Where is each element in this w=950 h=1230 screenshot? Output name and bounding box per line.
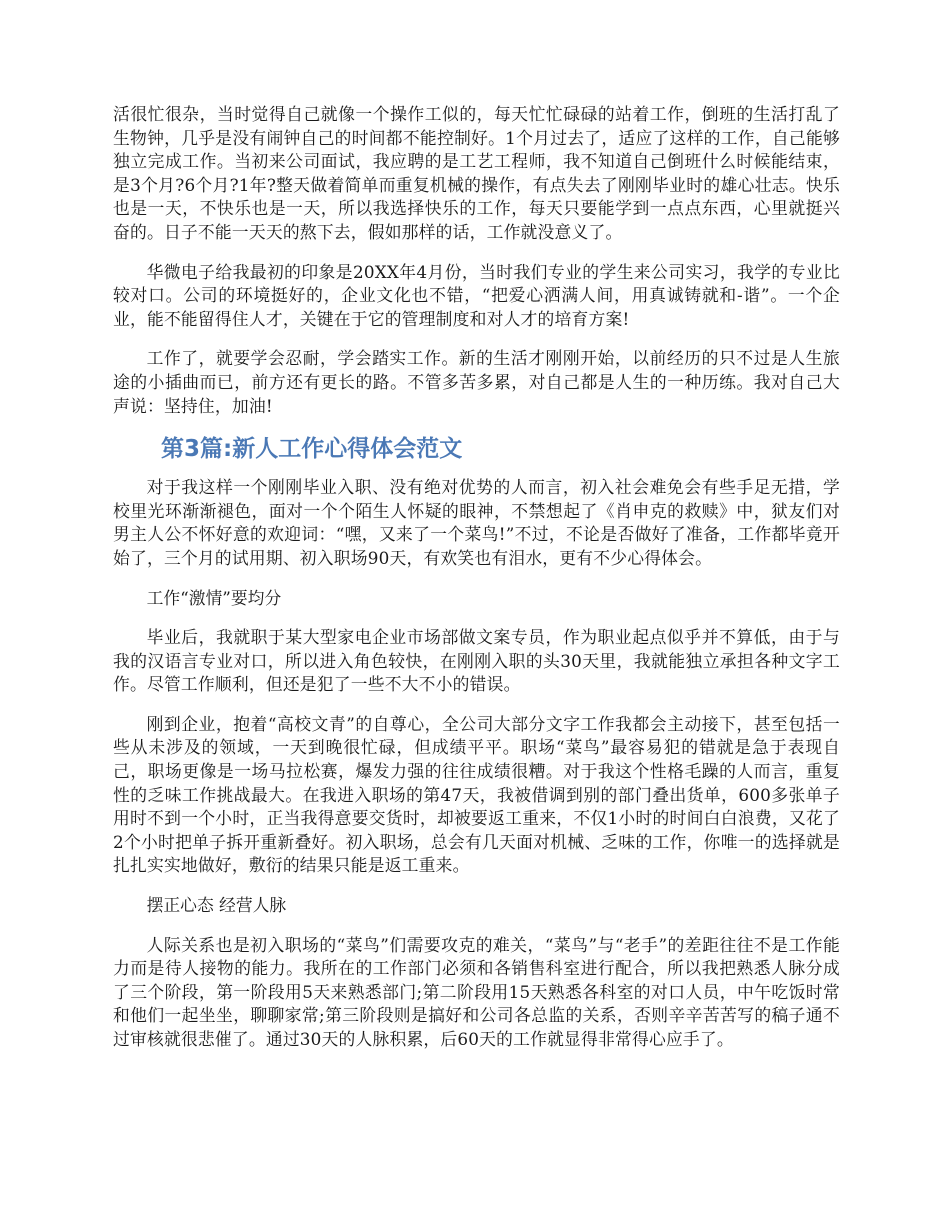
subheading: 工作“激情”要均分 <box>146 587 282 608</box>
paragraph: 对于我这样一个刚刚毕业入职、没有绝对优势的人而言，初入社会难免会有些手足无措，学校里光环渐渐褪色，面对一个个陌生人怀疑的眼神，不禁想起了《肖申克的救赎》中，狱友们对男主人公不怀好意的欢迎词：“嘿，又来了一个菜鸟!”不过，不论是否做好了准备，工作都毕竟开始了，三个月的试用期、初入职场90天，有欢笑也有泪水，更有不少心得体会。 <box>113 477 840 568</box>
subheading: 摆正心态 经营人脉 <box>146 895 287 916</box>
paragraph: 刚到企业，抱着“高校文青”的自尊心，全公司大部分文字工作我都会主动接下，甚至包括一些从未涉及的领域，一天到晚很忙碌，但成绩平平。职场“菜鸟”最容易犯的错就是急于表现自己，职场更像是一场马拉松赛，爆发力强的往往成绩很糟。对于我这个性格毛躁的人而言，重复性的乏味工作挑战最大。在我进入职场的第47天，我被借调到别的部门叠出货单，600多张单子用时不到一个小时，正当我得意要交货时，却被要返工重来，不仅1小时的时间白白浪费，又花了2个小时把单子拆开重新叠好。初入职场，总会有几天面对机械、乏味的工作，你唯一的选择就是扎扎实实地做好，敷衍的结果只能是返工重来。 <box>113 713 840 876</box>
section-heading: 第3篇:新人工作心得体会范文 <box>161 436 463 463</box>
paragraph: 人际关系也是初入职场的“菜鸟”们需要攻克的难关，“菜鸟”与“老手”的差距往往不是工作能力而是待人接物的能力。我所在的工作部门必须和各销售科室进行配合，所以我把熟悉人脉分成了三个阶段，第一阶段用5天来熟悉部门;第二阶段用15天熟悉各科室的对口人员，中午吃饭时常和他们一起坐坐，聊聊家常;第三阶段则是搞好和公司各总监的关系，否则辛辛苦苦写的稿子通不过审核就很悲催了。通过30天的人脉积累，后60天的工作就显得非常得心应手了。 <box>113 934 840 1049</box>
paragraph: 活很忙很杂，当时觉得自己就像一个操作工似的，每天忙忙碌碌的站着工作，倒班的生活打乱了生物钟，几乎是没有闹钟自己的时间都不能控制好。1个月过去了，适应了这样的工作，自己能够独立完成工作。当初来公司面试，我应聘的是工艺工程师，我不知道自己倒班什么时候能结束，是3个月?6个月?1年?整天做着简单而重复机械的操作，有点失去了刚刚毕业时的雄心壮志。快乐也是一天，不快乐也是一天，所以我选择快乐的工作，每天只要能学到一点点东西，心里就挺兴奋的。日子不能一天天的熬下去，假如那样的话，工作就没意义了。 <box>113 104 840 242</box>
paragraph: 华微电子给我最初的印象是20XX年4月份，当时我们专业的学生来公司实习，我学的专业比较对口。公司的环境挺好的，企业文化也不错，“把爱心洒满人间，用真诚铸就和-谐”。一个企业，能不能留得住人才，关键在于它的管理制度和对人才的培育方案! <box>113 261 840 329</box>
paragraph: 工作了，就要学会忍耐，学会踏实工作。新的生活才刚刚开始，以前经历的只不过是人生旅途的小插曲而已，前方还有更长的路。不管多苦多累，对自己都是人生的一种历练。我对自己大声说：坚持住，加油! <box>113 348 840 416</box>
paragraph: 毕业后，我就职于某大型家电企业市场部做文案专员，作为职业起点似乎并不算低，由于与我的汉语言专业对口，所以进入角色较快，在刚刚入职的头30天里，我就能独立承担各种文字工作。尽管工作顺利，但还是犯了一些不大不小的错误。 <box>113 627 840 695</box>
document-body <box>113 103 840 1068</box>
